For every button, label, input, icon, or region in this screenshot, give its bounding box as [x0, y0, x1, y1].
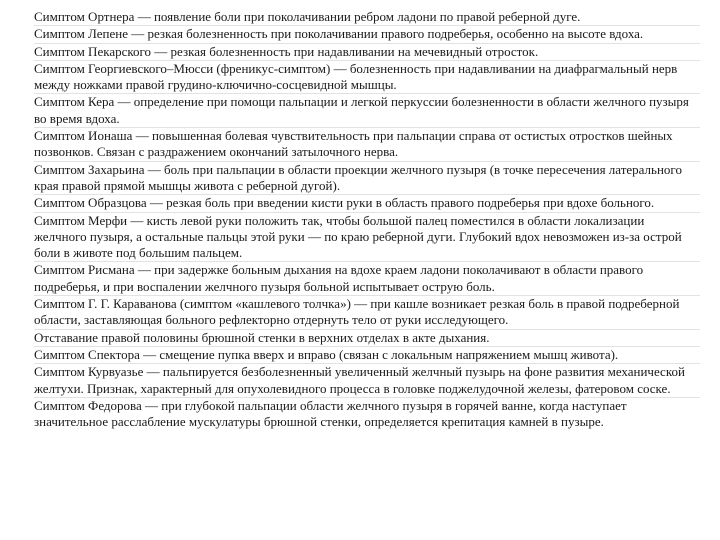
symptom-ortner: Симптом Ортнера — появление боли при поколачивании ребром ладони по правой реберной дуге.	[34, 9, 700, 26]
symptom-georgievsky-mussy: Симптом Георгиевского–Мюсси (френикус-симптом) — болезненность при надавливании на диафрагмальный нерв между ножками правой грудино-ключично-сосцевидной мышцы.	[34, 61, 700, 95]
abdominal-wall-lag: Отставание правой половины брюшной стенки в верхних отделах в акте дыхания.	[34, 330, 700, 347]
symptom-fedorov: Симптом Федорова — при глубокой пальпации области желчного пузыря в горячей ванне, когда наступает значительное расслабление мускулатуры брюшной стенки, определяется крепитация камней в пузыре.	[34, 397, 627, 430]
symptom-zakharyin: Симптом Захарьина — боль при пальпации в области проекции желчного пузыря (в точке пересечения латерального края правой прямой мышцы живота с реберной дугой).	[34, 162, 700, 196]
symptom-ionash: Симптом Ионаша — повышенная болевая чувствительность при пальпации справа от остистых отростков шейных позвонков. Связан с раздражением окончаний затылочного нерва.	[34, 128, 700, 162]
symptom-murphy: Симптом Мерфи — кисть левой руки положить так, чтобы большой палец поместился в области локализации желчного пузыря, а остальные пальцы этой руки — по краю реберной дуги. Глубокий вдох невозможен из-за острой боли в животе под большим пальцем.	[34, 213, 700, 263]
symptom-pekarsky: Симптом Пекарского — резкая болезненность при надавливании на мечевидный отросток.	[34, 44, 700, 61]
symptom-spektor: Симптом Спектора — смещение пупка вверх и вправо (связан с локальным напряжением мышц живота).	[34, 347, 700, 364]
symptom-risman: Симптом Рисмана — при задержке больным дыхания на вдохе краем ладони поколачивают в области правого подреберья, и при воспалении желчного пузыря больной испытывает острую боль.	[34, 262, 700, 296]
symptom-obraztsov: Симптом Образцова — резкая боль при введении кисти руки в область правого подреберья при вдохе больного.	[34, 195, 700, 212]
symptom-karavanov: Симптом Г. Г. Караванова (симптом «кашлевого толчка») — при кашле возникает резкая боль в правой подреберной области, заставляющая больного рефлекторно отдернуть тело от руки исследующего.	[34, 296, 700, 330]
symptom-ker: Симптом Кера — определение при помощи пальпации и легкой перкуссии болезненности в области желчного пузыря во время вдоха.	[34, 94, 700, 128]
symptom-lepene: Симптом Лепене — резкая болезненность при поколачивании правого подреберья, особенно на высоте вдоха.	[34, 26, 700, 43]
symptom-courvoisier: Симптом Курвуазье — пальпируется безболезненный увеличенный желчный пузырь на фоне развития механической желтухи. Признак, характерный для опухолевидного процесса в головке поджелудочной железы, фатеровом соске.	[34, 364, 700, 398]
